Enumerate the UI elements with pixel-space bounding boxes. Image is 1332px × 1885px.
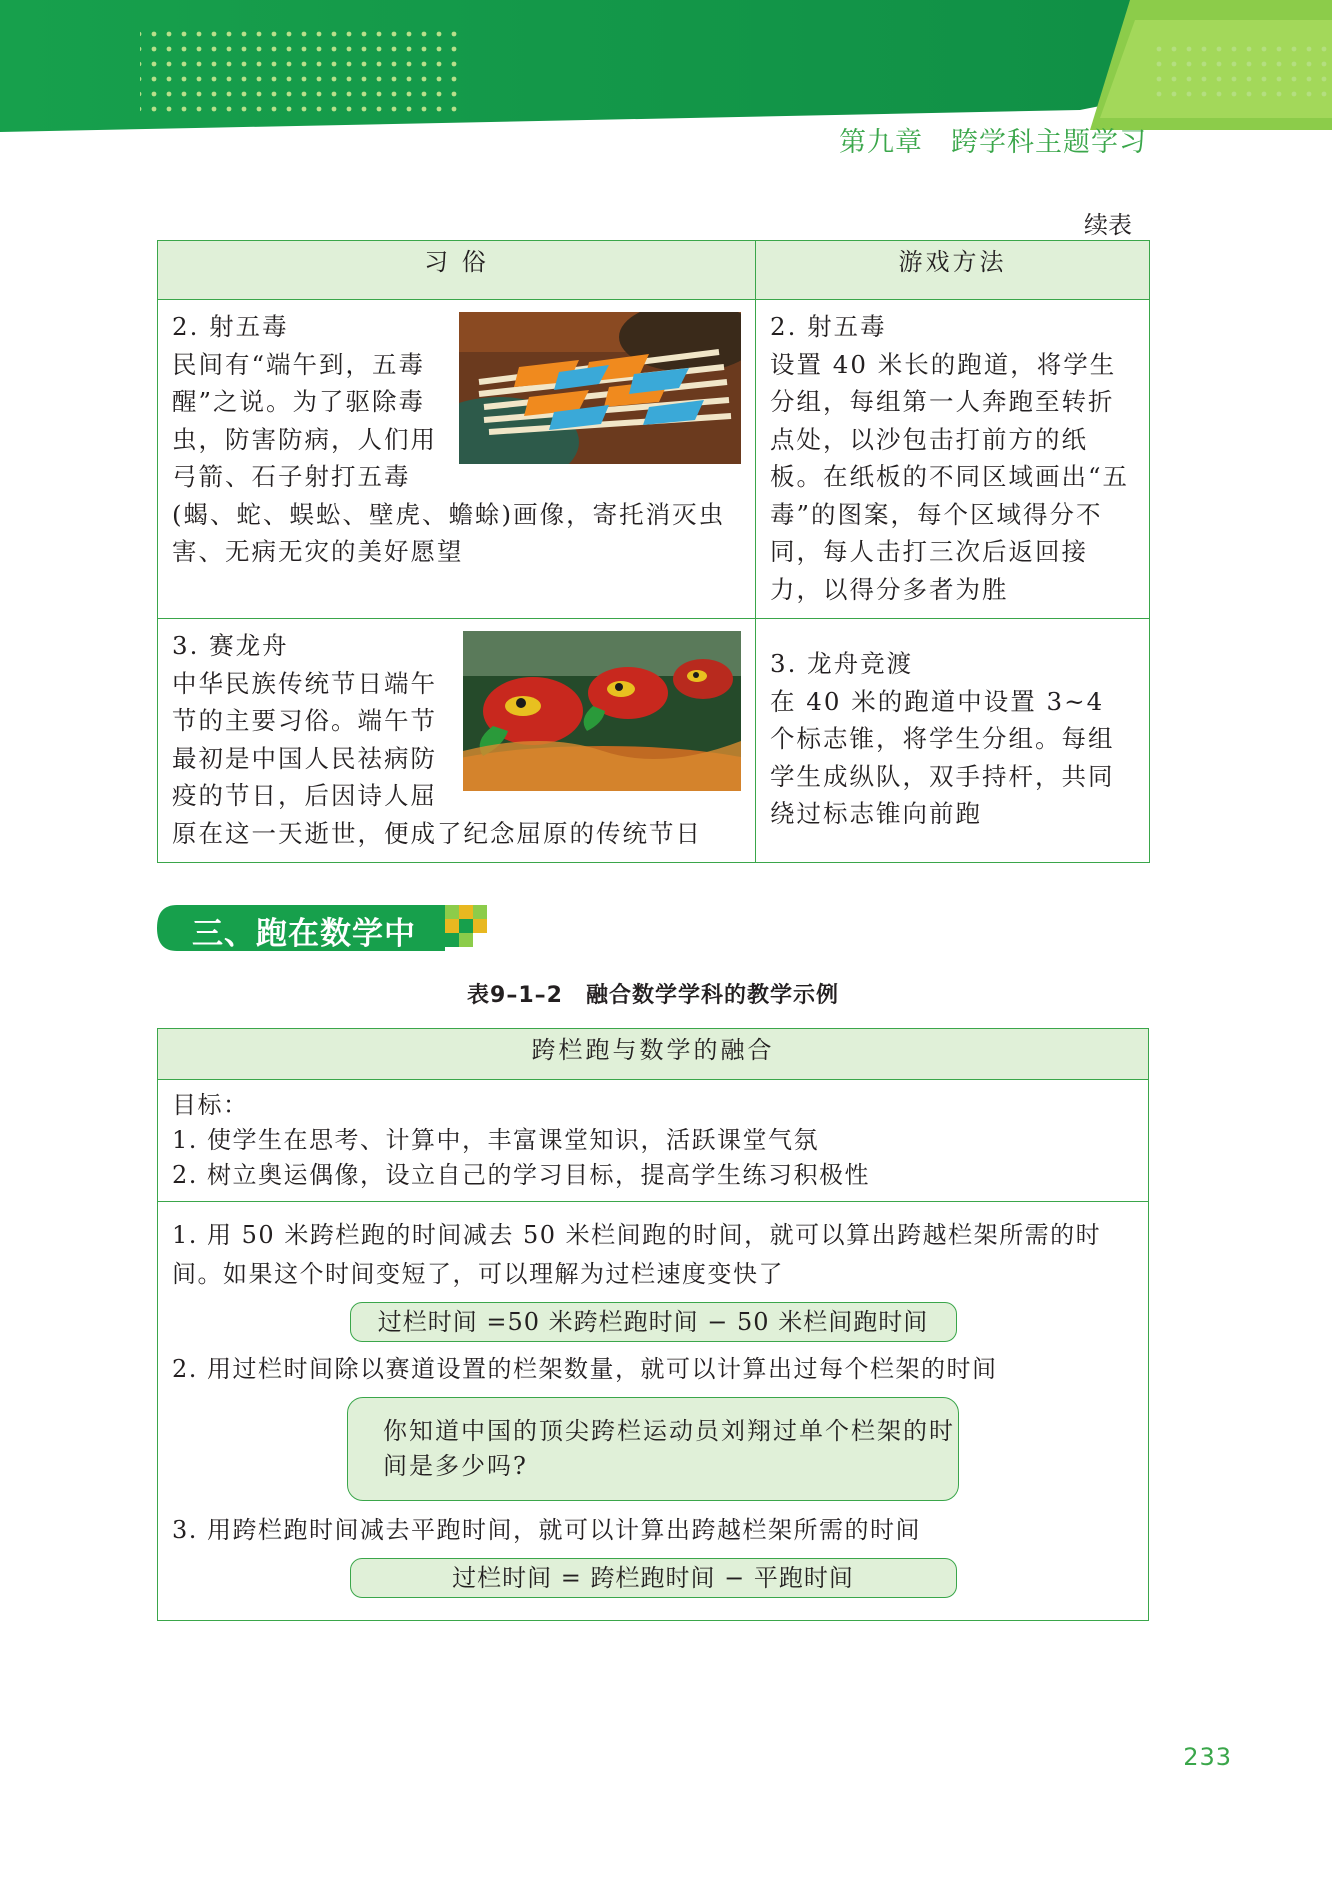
custom-text: 中华民族传统节日端午节的主要习俗。端午节最初是中国人民祛病防疫的节日，后因诗人屈原在这一天逝世，便成了纪念屈原的传统节日 — [172, 668, 702, 848]
page-number: 233 — [1183, 1743, 1232, 1771]
header-banner — [0, 0, 1332, 135]
chapter-title: 第九章 跨学科主题学习 — [839, 127, 1147, 158]
game-title: 3. 龙舟竞渡 — [770, 649, 914, 678]
goal-item: 2. 树立奥运偶像，设立自己的学习目标，提高学生练习积极性 — [172, 1161, 871, 1189]
goal-item: 1. 使学生在思考、计算中，丰富课堂知识，活跃课堂气氛 — [172, 1126, 820, 1154]
continued-label: 续表 — [1084, 211, 1132, 239]
goal-label: 目标： — [172, 1091, 249, 1119]
step-3: 3. 用跨栏跑时间减去平跑时间，就可以计算出跨越栏架所需的时间 — [172, 1516, 922, 1544]
custom-cell — [158, 619, 756, 863]
custom-text: 民间有“端午到，五毒醒”之说。为了驱除毒虫，防害防病，人们用弓箭、石子射打五毒(蝎、蛇、蜈蚣、壁虎、蟾蜍)画像，寄托消灭虫害、无病无灾的美好愿望 — [172, 349, 726, 566]
dragon-boat-photo — [463, 631, 741, 791]
game-cell — [756, 619, 1150, 863]
game-cell — [756, 300, 1150, 619]
table-row — [158, 1202, 1149, 1621]
formula-2: 过栏时间 = 跨栏跑时间 − 平跑时间 — [350, 1558, 957, 1598]
table-row — [158, 619, 1150, 863]
step-2: 2. 用过栏时间除以赛道设置的栏架数量，就可以计算出过每个栏架的时间 — [172, 1355, 998, 1383]
col-header-custom: 习 俗 — [158, 241, 756, 300]
table-caption: 表9–1–2 融合数学学科的教学示例 — [467, 983, 839, 1008]
steps-cell — [158, 1202, 1149, 1621]
step-1: 1. 用 50 米跨栏跑的时间减去 50 米栏间跑的时间，就可以算出跨越栏架所需的时间。如果这个时间变短了，可以理解为过栏速度变快了 — [172, 1221, 1102, 1288]
goal-cell — [158, 1080, 1149, 1202]
customs-table — [157, 240, 1150, 863]
table2-header: 跨栏跑与数学的融合 — [158, 1029, 1149, 1080]
col-header-game: 游戏方法 — [756, 241, 1150, 300]
game-title: 2. 射五毒 — [770, 312, 887, 341]
custom-title: 2. 射五毒 — [172, 312, 289, 341]
formula-1: 过栏时间 =50 米跨栏跑时间 − 50 米栏间跑时间 — [350, 1302, 957, 1342]
game-text: 设置 40 米长的跑道，将学生分组，每组第一人奔跑至转折点处，以沙包击打前方的纸板。在纸板的不同区域画出“五毒”的图案，每个区域得分不同，每人击打三次后返回接力，以得分多者为胜 — [770, 349, 1130, 604]
table-row — [158, 300, 1150, 619]
table-row — [158, 1080, 1149, 1202]
section-title: 三、跑在数学中 — [192, 916, 416, 952]
tip-box: 你知道中国的顶尖跨栏运动员刘翔过单个栏架的时间是多少吗? — [347, 1397, 959, 1501]
math-fusion-table — [157, 1028, 1149, 1621]
arrows-photo — [459, 312, 741, 464]
custom-cell — [158, 300, 756, 619]
custom-title: 3. 赛龙舟 — [172, 631, 289, 660]
game-text: 在 40 米的跑道中设置 3~4 个标志锥，将学生分组。每组学生成纵队，双手持杆，共同绕过标志锥向前跑 — [770, 686, 1115, 828]
